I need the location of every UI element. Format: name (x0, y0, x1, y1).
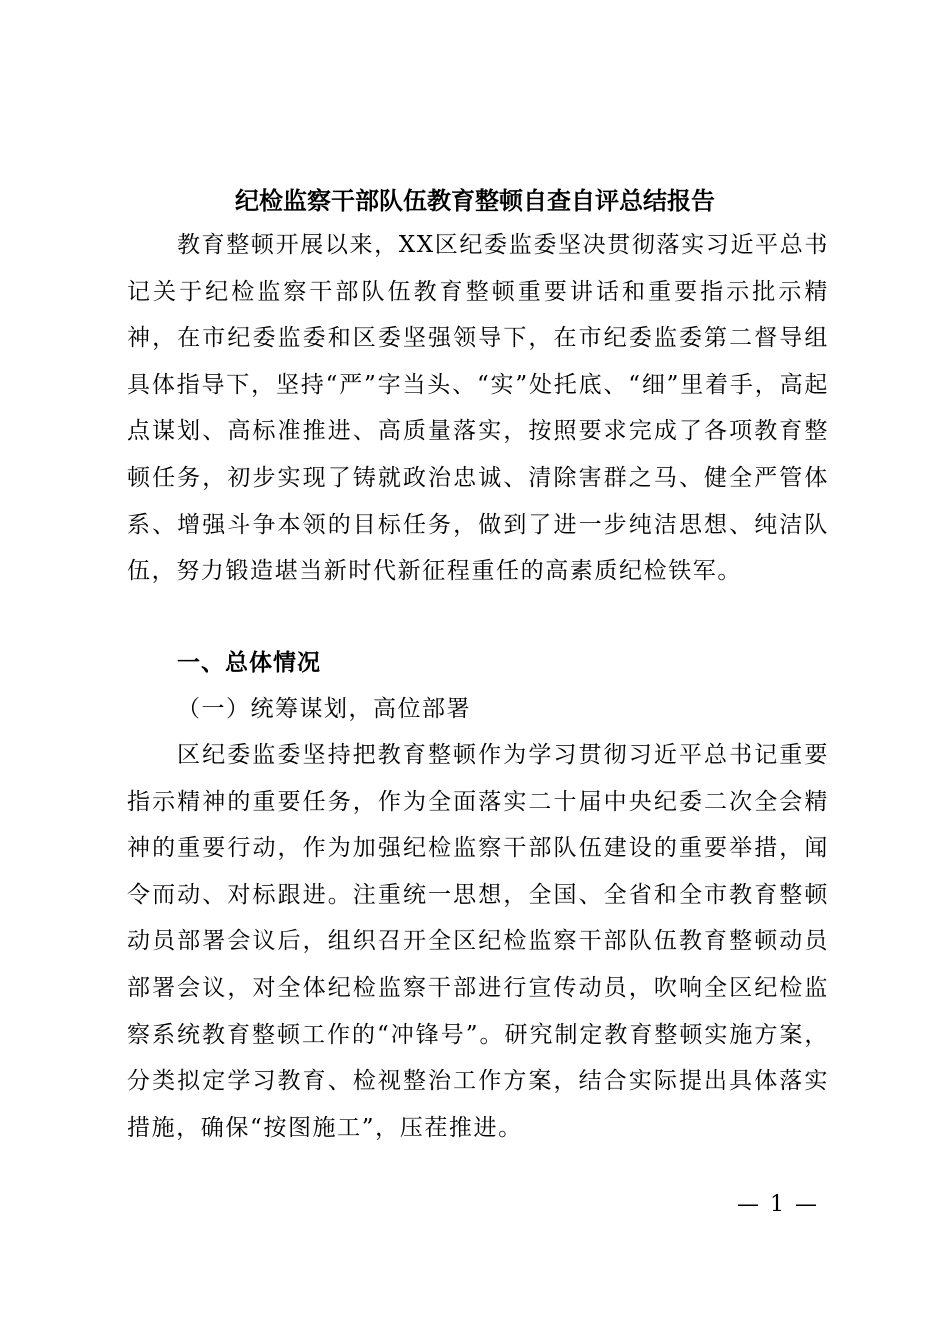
document-title: 纪检监察干部队伍教育整顿自查自评总结报告 (235, 186, 715, 215)
section-heading-overall: 一、总体情况 (177, 650, 321, 676)
page-number: — 1 — (737, 1192, 819, 1217)
subsection-heading-planning: （一）统筹谋划，高位部署 (177, 696, 471, 722)
intro-section (127, 222, 829, 595)
subsection-paragraph: 区纪委监委坚持把教育整顿作为学习贯彻习近平总书记重要指示精神的重要任务，作为全面落实二十届中央纪委二次全会精神的重要行动，作为加强纪检监察干部队伍建设的重要举措，闻令而动、对标跟进。注重统一思想，全国、全省和全市教育整顿动员部署会议后，组织召开全区纪检监察干部队伍教育整顿动员部署会议，对全体纪检监察干部进行宣传动员，吹响全区纪检监察系统教育整顿工作的“冲锋号”。研究制定教育整顿实施方案，分类拟定学习教育、检视整治工作方案，结合实际提出具体落实措施，确保“按图施工”，压茬推进。 (127, 742, 829, 1141)
intro-paragraph: 教育整顿开展以来，XX区纪委监委坚决贯彻落实习近平总书记关于纪检监察干部队伍教育整顿重要讲话和重要指示批示精神，在市纪委监委和区委坚强领导下，在市纪委监委第二督导组具体指导下，坚持“严”字当头、“实”处托底、“细”里着手，高起点谋划、高标准推进、高质量落实，按照要求完成了各项教育整顿任务，初步实现了铸就政治忠诚、清除害群之马、健全严管体系、增强斗争本领的目标任务，做到了进一步纯洁思想、纯洁队伍，努力锻造堪当新时代新征程重任的高素质纪检铁军。 (127, 232, 829, 585)
subsection-body (127, 732, 829, 1151)
